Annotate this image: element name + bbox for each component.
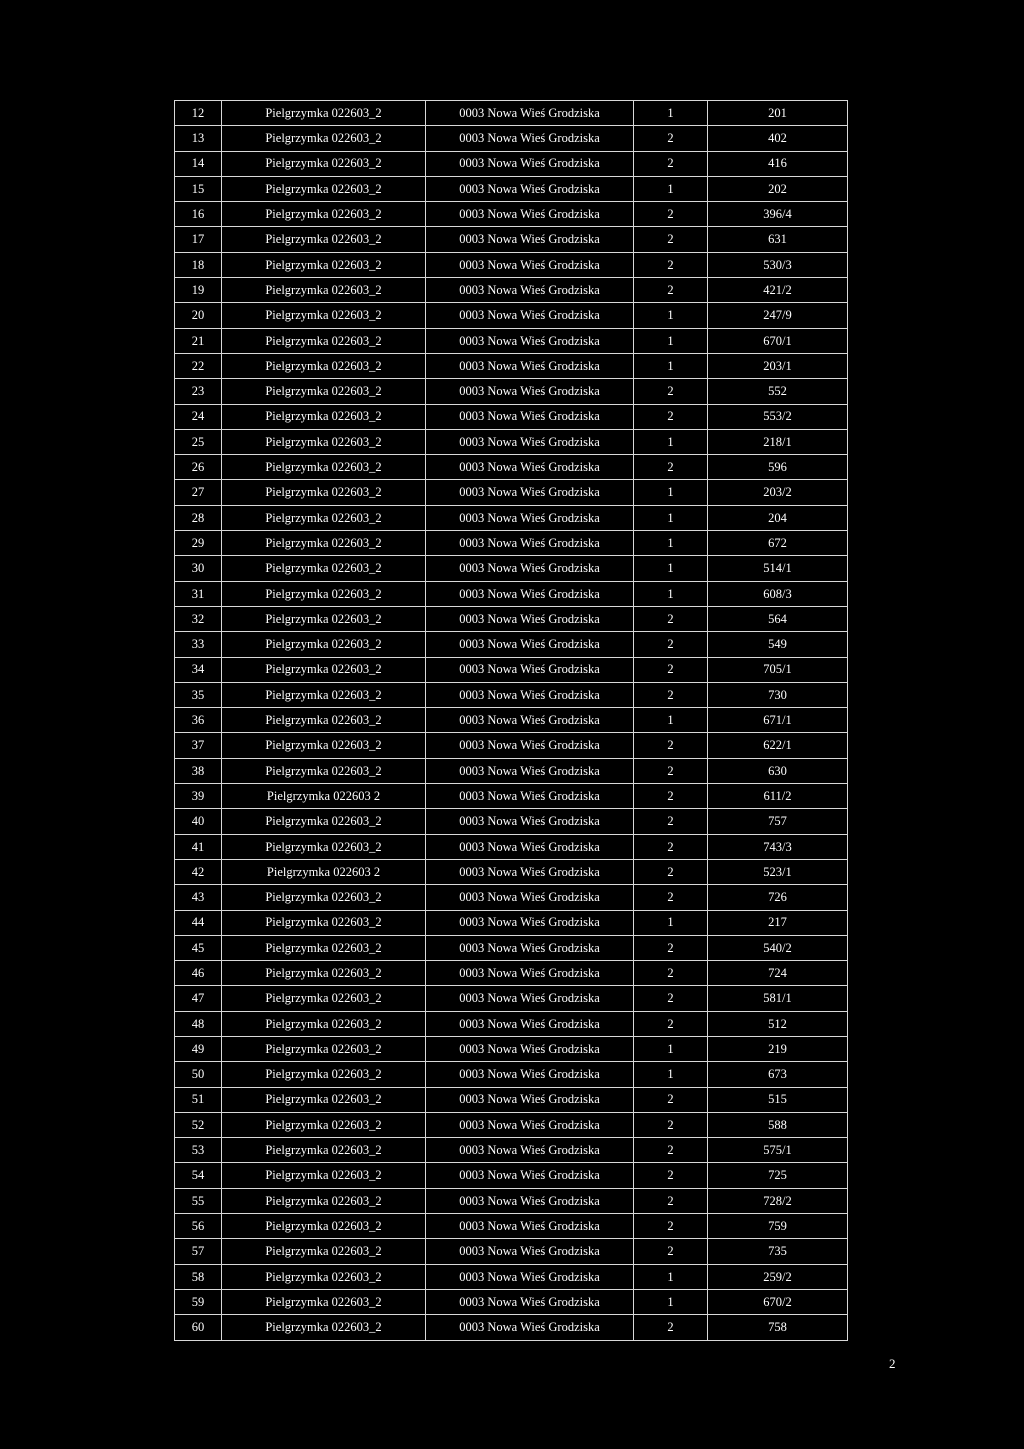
map-sheet-cell: 2 bbox=[634, 935, 708, 960]
table-row bbox=[175, 202, 848, 227]
row-number-cell: 41 bbox=[175, 834, 222, 859]
map-sheet-cell: 2 bbox=[634, 784, 708, 809]
table-row bbox=[175, 1062, 848, 1087]
row-number-cell: 54 bbox=[175, 1163, 222, 1188]
object-name-cell: Pielgrzymka 022603_2 bbox=[222, 505, 426, 530]
row-number-cell: 12 bbox=[175, 101, 222, 126]
table-row bbox=[175, 505, 848, 530]
cadastral-precinct-cell: 0003 Nowa Wieś Grodziska bbox=[426, 657, 634, 682]
row-number-cell: 32 bbox=[175, 606, 222, 631]
map-sheet-cell: 2 bbox=[634, 733, 708, 758]
plot-number-cell: 726 bbox=[708, 885, 848, 910]
table-row bbox=[175, 1036, 848, 1061]
cadastral-precinct-cell: 0003 Nowa Wieś Grodziska bbox=[426, 1315, 634, 1340]
plot-number-cell: 421/2 bbox=[708, 278, 848, 303]
map-sheet-cell: 2 bbox=[634, 859, 708, 884]
object-name-cell: Pielgrzymka 022603_2 bbox=[222, 834, 426, 859]
plot-number-cell: 247/9 bbox=[708, 303, 848, 328]
table-row bbox=[175, 910, 848, 935]
row-number-cell: 30 bbox=[175, 556, 222, 581]
cadastral-precinct-cell: 0003 Nowa Wieś Grodziska bbox=[426, 429, 634, 454]
object-name-cell: Pielgrzymka 022603_2 bbox=[222, 758, 426, 783]
cadastral-precinct-cell: 0003 Nowa Wieś Grodziska bbox=[426, 784, 634, 809]
map-sheet-cell: 1 bbox=[634, 480, 708, 505]
object-name-cell: Pielgrzymka 022603_2 bbox=[222, 353, 426, 378]
row-number-cell: 52 bbox=[175, 1112, 222, 1137]
plot-number-cell: 515 bbox=[708, 1087, 848, 1112]
row-number-cell: 53 bbox=[175, 1138, 222, 1163]
cadastral-precinct-cell: 0003 Nowa Wieś Grodziska bbox=[426, 1138, 634, 1163]
object-name-cell: Pielgrzymka 022603_2 bbox=[222, 1214, 426, 1239]
cadastral-precinct-cell: 0003 Nowa Wieś Grodziska bbox=[426, 1214, 634, 1239]
row-number-cell: 47 bbox=[175, 986, 222, 1011]
row-number-cell: 42 bbox=[175, 859, 222, 884]
plot-number-cell: 724 bbox=[708, 961, 848, 986]
row-number-cell: 43 bbox=[175, 885, 222, 910]
row-number-cell: 56 bbox=[175, 1214, 222, 1239]
cadastral-precinct-cell: 0003 Nowa Wieś Grodziska bbox=[426, 834, 634, 859]
plot-number-cell: 402 bbox=[708, 126, 848, 151]
object-name-cell: Pielgrzymka 022603_2 bbox=[222, 1112, 426, 1137]
cadastral-precinct-cell: 0003 Nowa Wieś Grodziska bbox=[426, 885, 634, 910]
cadastral-precinct-cell: 0003 Nowa Wieś Grodziska bbox=[426, 531, 634, 556]
cadastral-precinct-cell: 0003 Nowa Wieś Grodziska bbox=[426, 682, 634, 707]
map-sheet-cell: 1 bbox=[634, 1062, 708, 1087]
cadastral-precinct-cell: 0003 Nowa Wieś Grodziska bbox=[426, 227, 634, 252]
row-number-cell: 24 bbox=[175, 404, 222, 429]
plot-number-cell: 575/1 bbox=[708, 1138, 848, 1163]
plot-number-cell: 630 bbox=[708, 758, 848, 783]
plot-number-cell: 671/1 bbox=[708, 708, 848, 733]
cadastral-precinct-cell: 0003 Nowa Wieś Grodziska bbox=[426, 176, 634, 201]
map-sheet-cell: 2 bbox=[634, 227, 708, 252]
cadastral-precinct-cell: 0003 Nowa Wieś Grodziska bbox=[426, 632, 634, 657]
cadastral-precinct-cell: 0003 Nowa Wieś Grodziska bbox=[426, 1112, 634, 1137]
map-sheet-cell: 2 bbox=[634, 126, 708, 151]
plot-number-cell: 259/2 bbox=[708, 1264, 848, 1289]
table-row bbox=[175, 784, 848, 809]
object-name-cell: Pielgrzymka 022603 2 bbox=[222, 784, 426, 809]
map-sheet-cell: 1 bbox=[634, 1036, 708, 1061]
cadastral-precinct-cell: 0003 Nowa Wieś Grodziska bbox=[426, 1188, 634, 1213]
cadastral-precinct-cell: 0003 Nowa Wieś Grodziska bbox=[426, 1264, 634, 1289]
table-row bbox=[175, 834, 848, 859]
row-number-cell: 26 bbox=[175, 455, 222, 480]
row-number-cell: 14 bbox=[175, 151, 222, 176]
cadastral-precinct-cell: 0003 Nowa Wieś Grodziska bbox=[426, 353, 634, 378]
object-name-cell: Pielgrzymka 022603_2 bbox=[222, 202, 426, 227]
cadastral-precinct-cell: 0003 Nowa Wieś Grodziska bbox=[426, 758, 634, 783]
row-number-cell: 37 bbox=[175, 733, 222, 758]
table-row bbox=[175, 101, 848, 126]
plot-number-cell: 759 bbox=[708, 1214, 848, 1239]
map-sheet-cell: 2 bbox=[634, 657, 708, 682]
table-row bbox=[175, 581, 848, 606]
cadastral-precinct-cell: 0003 Nowa Wieś Grodziska bbox=[426, 151, 634, 176]
table-row bbox=[175, 733, 848, 758]
table-row bbox=[175, 379, 848, 404]
table-row bbox=[175, 531, 848, 556]
plot-number-cell: 743/3 bbox=[708, 834, 848, 859]
plot-number-cell: 611/2 bbox=[708, 784, 848, 809]
object-name-cell: Pielgrzymka 022603_2 bbox=[222, 581, 426, 606]
object-name-cell: Pielgrzymka 022603_2 bbox=[222, 328, 426, 353]
map-sheet-cell: 2 bbox=[634, 885, 708, 910]
map-sheet-cell: 1 bbox=[634, 353, 708, 378]
row-number-cell: 45 bbox=[175, 935, 222, 960]
cadastral-precinct-cell: 0003 Nowa Wieś Grodziska bbox=[426, 859, 634, 884]
plot-number-cell: 631 bbox=[708, 227, 848, 252]
map-sheet-cell: 1 bbox=[634, 581, 708, 606]
row-number-cell: 15 bbox=[175, 176, 222, 201]
cadastral-precinct-cell: 0003 Nowa Wieś Grodziska bbox=[426, 278, 634, 303]
object-name-cell: Pielgrzymka 022603_2 bbox=[222, 429, 426, 454]
page-number: 2 bbox=[889, 1356, 896, 1371]
table-row bbox=[175, 961, 848, 986]
map-sheet-cell: 2 bbox=[634, 1011, 708, 1036]
cadastral-precinct-cell: 0003 Nowa Wieś Grodziska bbox=[426, 733, 634, 758]
row-number-cell: 13 bbox=[175, 126, 222, 151]
table-row bbox=[175, 1112, 848, 1137]
map-sheet-cell: 1 bbox=[634, 176, 708, 201]
plot-number-cell: 564 bbox=[708, 606, 848, 631]
map-sheet-cell: 2 bbox=[634, 758, 708, 783]
row-number-cell: 46 bbox=[175, 961, 222, 986]
map-sheet-cell: 2 bbox=[634, 961, 708, 986]
plot-number-cell: 608/3 bbox=[708, 581, 848, 606]
cadastral-precinct-cell: 0003 Nowa Wieś Grodziska bbox=[426, 455, 634, 480]
map-sheet-cell: 1 bbox=[634, 429, 708, 454]
object-name-cell: Pielgrzymka 022603_2 bbox=[222, 961, 426, 986]
table-row bbox=[175, 682, 848, 707]
row-number-cell: 21 bbox=[175, 328, 222, 353]
table-row bbox=[175, 227, 848, 252]
table-row bbox=[175, 151, 848, 176]
object-name-cell: Pielgrzymka 022603_2 bbox=[222, 1188, 426, 1213]
map-sheet-cell: 1 bbox=[634, 531, 708, 556]
map-sheet-cell: 1 bbox=[634, 505, 708, 530]
table-row bbox=[175, 1188, 848, 1213]
map-sheet-cell: 2 bbox=[634, 1087, 708, 1112]
table-row bbox=[175, 126, 848, 151]
map-sheet-cell: 2 bbox=[634, 1138, 708, 1163]
object-name-cell: Pielgrzymka 022603_2 bbox=[222, 708, 426, 733]
table-row bbox=[175, 480, 848, 505]
map-sheet-cell: 1 bbox=[634, 910, 708, 935]
cadastral-precinct-cell: 0003 Nowa Wieś Grodziska bbox=[426, 1163, 634, 1188]
object-name-cell: Pielgrzymka 022603_2 bbox=[222, 885, 426, 910]
cadastral-precinct-cell: 0003 Nowa Wieś Grodziska bbox=[426, 1011, 634, 1036]
plot-number-cell: 622/1 bbox=[708, 733, 848, 758]
table-row bbox=[175, 328, 848, 353]
map-sheet-cell: 2 bbox=[634, 986, 708, 1011]
object-name-cell: Pielgrzymka 022603_2 bbox=[222, 379, 426, 404]
map-sheet-cell: 2 bbox=[634, 151, 708, 176]
table-row bbox=[175, 1011, 848, 1036]
plot-number-cell: 512 bbox=[708, 1011, 848, 1036]
plot-number-cell: 549 bbox=[708, 632, 848, 657]
row-number-cell: 60 bbox=[175, 1315, 222, 1340]
row-number-cell: 44 bbox=[175, 910, 222, 935]
table-row bbox=[175, 632, 848, 657]
map-sheet-cell: 2 bbox=[634, 632, 708, 657]
table-row bbox=[175, 1239, 848, 1264]
table-row bbox=[175, 252, 848, 277]
object-name-cell: Pielgrzymka 022603_2 bbox=[222, 1011, 426, 1036]
parcel-table-body bbox=[175, 101, 848, 1341]
object-name-cell: Pielgrzymka 022603_2 bbox=[222, 278, 426, 303]
plot-number-cell: 758 bbox=[708, 1315, 848, 1340]
object-name-cell: Pielgrzymka 022603_2 bbox=[222, 556, 426, 581]
map-sheet-cell: 2 bbox=[634, 1239, 708, 1264]
cadastral-precinct-cell: 0003 Nowa Wieś Grodziska bbox=[426, 581, 634, 606]
table-row bbox=[175, 404, 848, 429]
map-sheet-cell: 2 bbox=[634, 834, 708, 859]
plot-number-cell: 219 bbox=[708, 1036, 848, 1061]
map-sheet-cell: 1 bbox=[634, 303, 708, 328]
plot-number-cell: 757 bbox=[708, 809, 848, 834]
row-number-cell: 51 bbox=[175, 1087, 222, 1112]
table-row bbox=[175, 1214, 848, 1239]
row-number-cell: 40 bbox=[175, 809, 222, 834]
table-row bbox=[175, 935, 848, 960]
row-number-cell: 58 bbox=[175, 1264, 222, 1289]
map-sheet-cell: 2 bbox=[634, 252, 708, 277]
row-number-cell: 55 bbox=[175, 1188, 222, 1213]
object-name-cell: Pielgrzymka 022603_2 bbox=[222, 151, 426, 176]
cadastral-precinct-cell: 0003 Nowa Wieś Grodziska bbox=[426, 480, 634, 505]
table-row bbox=[175, 986, 848, 1011]
table-row bbox=[175, 303, 848, 328]
object-name-cell: Pielgrzymka 022603_2 bbox=[222, 227, 426, 252]
table-row bbox=[175, 1163, 848, 1188]
object-name-cell: Pielgrzymka 022603_2 bbox=[222, 455, 426, 480]
cadastral-precinct-cell: 0003 Nowa Wieś Grodziska bbox=[426, 556, 634, 581]
row-number-cell: 28 bbox=[175, 505, 222, 530]
map-sheet-cell: 2 bbox=[634, 379, 708, 404]
map-sheet-cell: 2 bbox=[634, 682, 708, 707]
plot-number-cell: 204 bbox=[708, 505, 848, 530]
object-name-cell: Pielgrzymka 022603_2 bbox=[222, 1239, 426, 1264]
object-name-cell: Pielgrzymka 022603_2 bbox=[222, 1315, 426, 1340]
table-row bbox=[175, 859, 848, 884]
table-row bbox=[175, 809, 848, 834]
table-row bbox=[175, 1289, 848, 1314]
object-name-cell: Pielgrzymka 022603_2 bbox=[222, 1062, 426, 1087]
row-number-cell: 33 bbox=[175, 632, 222, 657]
cadastral-precinct-cell: 0003 Nowa Wieś Grodziska bbox=[426, 1289, 634, 1314]
cadastral-precinct-cell: 0003 Nowa Wieś Grodziska bbox=[426, 328, 634, 353]
plot-number-cell: 203/2 bbox=[708, 480, 848, 505]
table-row bbox=[175, 1138, 848, 1163]
map-sheet-cell: 1 bbox=[634, 708, 708, 733]
map-sheet-cell: 2 bbox=[634, 404, 708, 429]
table-row bbox=[175, 1264, 848, 1289]
table-row bbox=[175, 278, 848, 303]
object-name-cell: Pielgrzymka 022603_2 bbox=[222, 1163, 426, 1188]
cadastral-precinct-cell: 0003 Nowa Wieś Grodziska bbox=[426, 1239, 634, 1264]
cadastral-precinct-cell: 0003 Nowa Wieś Grodziska bbox=[426, 986, 634, 1011]
map-sheet-cell: 1 bbox=[634, 556, 708, 581]
object-name-cell: Pielgrzymka 022603_2 bbox=[222, 101, 426, 126]
map-sheet-cell: 2 bbox=[634, 1112, 708, 1137]
object-name-cell: Pielgrzymka 022603_2 bbox=[222, 809, 426, 834]
row-number-cell: 17 bbox=[175, 227, 222, 252]
cadastral-precinct-cell: 0003 Nowa Wieś Grodziska bbox=[426, 303, 634, 328]
plot-number-cell: 730 bbox=[708, 682, 848, 707]
table-row bbox=[175, 176, 848, 201]
row-number-cell: 16 bbox=[175, 202, 222, 227]
plot-number-cell: 416 bbox=[708, 151, 848, 176]
map-sheet-cell: 1 bbox=[634, 1264, 708, 1289]
row-number-cell: 25 bbox=[175, 429, 222, 454]
object-name-cell: Pielgrzymka 022603_2 bbox=[222, 1264, 426, 1289]
plot-number-cell: 670/2 bbox=[708, 1289, 848, 1314]
table-row bbox=[175, 455, 848, 480]
table-row bbox=[175, 556, 848, 581]
parcel-table bbox=[174, 100, 848, 1341]
map-sheet-cell: 2 bbox=[634, 202, 708, 227]
map-sheet-cell: 2 bbox=[634, 1188, 708, 1213]
map-sheet-cell: 2 bbox=[634, 1163, 708, 1188]
row-number-cell: 20 bbox=[175, 303, 222, 328]
plot-number-cell: 396/4 bbox=[708, 202, 848, 227]
table-row bbox=[175, 885, 848, 910]
cadastral-precinct-cell: 0003 Nowa Wieś Grodziska bbox=[426, 809, 634, 834]
cadastral-precinct-cell: 0003 Nowa Wieś Grodziska bbox=[426, 252, 634, 277]
plot-number-cell: 581/1 bbox=[708, 986, 848, 1011]
object-name-cell: Pielgrzymka 022603_2 bbox=[222, 1036, 426, 1061]
plot-number-cell: 725 bbox=[708, 1163, 848, 1188]
cadastral-precinct-cell: 0003 Nowa Wieś Grodziska bbox=[426, 1062, 634, 1087]
plot-number-cell: 670/1 bbox=[708, 328, 848, 353]
plot-number-cell: 596 bbox=[708, 455, 848, 480]
object-name-cell: Pielgrzymka 022603_2 bbox=[222, 303, 426, 328]
row-number-cell: 50 bbox=[175, 1062, 222, 1087]
cadastral-precinct-cell: 0003 Nowa Wieś Grodziska bbox=[426, 708, 634, 733]
plot-number-cell: 203/1 bbox=[708, 353, 848, 378]
row-number-cell: 39 bbox=[175, 784, 222, 809]
plot-number-cell: 530/3 bbox=[708, 252, 848, 277]
row-number-cell: 35 bbox=[175, 682, 222, 707]
cadastral-precinct-cell: 0003 Nowa Wieś Grodziska bbox=[426, 379, 634, 404]
row-number-cell: 57 bbox=[175, 1239, 222, 1264]
table-row bbox=[175, 758, 848, 783]
cadastral-precinct-cell: 0003 Nowa Wieś Grodziska bbox=[426, 935, 634, 960]
map-sheet-cell: 1 bbox=[634, 328, 708, 353]
object-name-cell: Pielgrzymka 022603_2 bbox=[222, 632, 426, 657]
map-sheet-cell: 2 bbox=[634, 455, 708, 480]
map-sheet-cell: 2 bbox=[634, 606, 708, 631]
row-number-cell: 38 bbox=[175, 758, 222, 783]
plot-number-cell: 540/2 bbox=[708, 935, 848, 960]
plot-number-cell: 673 bbox=[708, 1062, 848, 1087]
object-name-cell: Pielgrzymka 022603 2 bbox=[222, 859, 426, 884]
map-sheet-cell: 2 bbox=[634, 278, 708, 303]
cadastral-precinct-cell: 0003 Nowa Wieś Grodziska bbox=[426, 126, 634, 151]
plot-number-cell: 728/2 bbox=[708, 1188, 848, 1213]
object-name-cell: Pielgrzymka 022603_2 bbox=[222, 404, 426, 429]
object-name-cell: Pielgrzymka 022603_2 bbox=[222, 176, 426, 201]
plot-number-cell: 523/1 bbox=[708, 859, 848, 884]
row-number-cell: 31 bbox=[175, 581, 222, 606]
plot-number-cell: 735 bbox=[708, 1239, 848, 1264]
cadastral-precinct-cell: 0003 Nowa Wieś Grodziska bbox=[426, 910, 634, 935]
plot-number-cell: 218/1 bbox=[708, 429, 848, 454]
cadastral-precinct-cell: 0003 Nowa Wieś Grodziska bbox=[426, 1087, 634, 1112]
plot-number-cell: 705/1 bbox=[708, 657, 848, 682]
cadastral-precinct-cell: 0003 Nowa Wieś Grodziska bbox=[426, 505, 634, 530]
object-name-cell: Pielgrzymka 022603_2 bbox=[222, 1289, 426, 1314]
cadastral-precinct-cell: 0003 Nowa Wieś Grodziska bbox=[426, 101, 634, 126]
object-name-cell: Pielgrzymka 022603_2 bbox=[222, 733, 426, 758]
plot-number-cell: 553/2 bbox=[708, 404, 848, 429]
row-number-cell: 49 bbox=[175, 1036, 222, 1061]
row-number-cell: 23 bbox=[175, 379, 222, 404]
table-row bbox=[175, 353, 848, 378]
row-number-cell: 36 bbox=[175, 708, 222, 733]
plot-number-cell: 217 bbox=[708, 910, 848, 935]
object-name-cell: Pielgrzymka 022603_2 bbox=[222, 252, 426, 277]
object-name-cell: Pielgrzymka 022603_2 bbox=[222, 1087, 426, 1112]
cadastral-precinct-cell: 0003 Nowa Wieś Grodziska bbox=[426, 404, 634, 429]
cadastral-precinct-cell: 0003 Nowa Wieś Grodziska bbox=[426, 1036, 634, 1061]
plot-number-cell: 552 bbox=[708, 379, 848, 404]
cadastral-precinct-cell: 0003 Nowa Wieś Grodziska bbox=[426, 961, 634, 986]
plot-number-cell: 514/1 bbox=[708, 556, 848, 581]
row-number-cell: 59 bbox=[175, 1289, 222, 1314]
row-number-cell: 34 bbox=[175, 657, 222, 682]
table-row bbox=[175, 708, 848, 733]
object-name-cell: Pielgrzymka 022603_2 bbox=[222, 935, 426, 960]
map-sheet-cell: 2 bbox=[634, 1315, 708, 1340]
table-row bbox=[175, 429, 848, 454]
row-number-cell: 48 bbox=[175, 1011, 222, 1036]
plot-number-cell: 588 bbox=[708, 1112, 848, 1137]
object-name-cell: Pielgrzymka 022603_2 bbox=[222, 657, 426, 682]
map-sheet-cell: 2 bbox=[634, 809, 708, 834]
table-row bbox=[175, 657, 848, 682]
object-name-cell: Pielgrzymka 022603_2 bbox=[222, 1138, 426, 1163]
row-number-cell: 18 bbox=[175, 252, 222, 277]
object-name-cell: Pielgrzymka 022603_2 bbox=[222, 480, 426, 505]
plot-number-cell: 202 bbox=[708, 176, 848, 201]
row-number-cell: 29 bbox=[175, 531, 222, 556]
plot-number-cell: 672 bbox=[708, 531, 848, 556]
table-row bbox=[175, 606, 848, 631]
object-name-cell: Pielgrzymka 022603_2 bbox=[222, 910, 426, 935]
object-name-cell: Pielgrzymka 022603_2 bbox=[222, 606, 426, 631]
row-number-cell: 27 bbox=[175, 480, 222, 505]
map-sheet-cell: 1 bbox=[634, 101, 708, 126]
row-number-cell: 22 bbox=[175, 353, 222, 378]
object-name-cell: Pielgrzymka 022603_2 bbox=[222, 682, 426, 707]
object-name-cell: Pielgrzymka 022603_2 bbox=[222, 126, 426, 151]
row-number-cell: 19 bbox=[175, 278, 222, 303]
map-sheet-cell: 2 bbox=[634, 1214, 708, 1239]
cadastral-precinct-cell: 0003 Nowa Wieś Grodziska bbox=[426, 606, 634, 631]
object-name-cell: Pielgrzymka 022603_2 bbox=[222, 986, 426, 1011]
cadastral-precinct-cell: 0003 Nowa Wieś Grodziska bbox=[426, 202, 634, 227]
table-row bbox=[175, 1315, 848, 1340]
plot-number-cell: 201 bbox=[708, 101, 848, 126]
map-sheet-cell: 1 bbox=[634, 1289, 708, 1314]
object-name-cell: Pielgrzymka 022603_2 bbox=[222, 531, 426, 556]
table-row bbox=[175, 1087, 848, 1112]
